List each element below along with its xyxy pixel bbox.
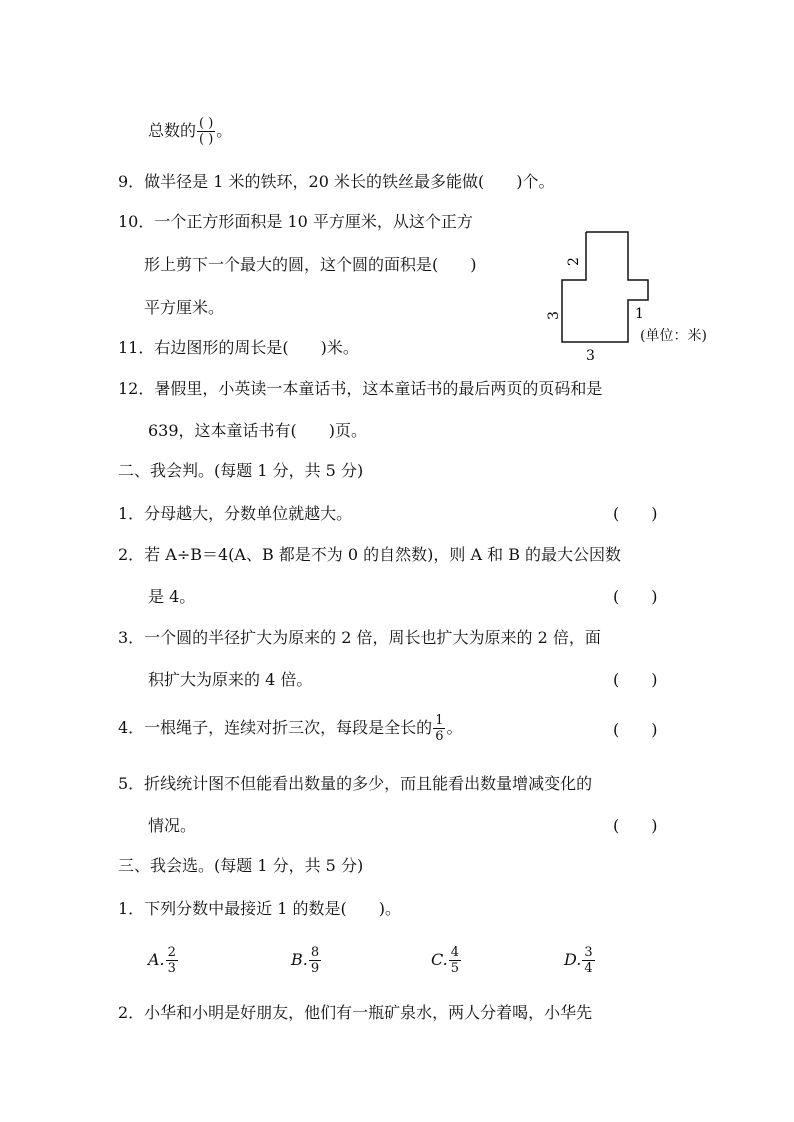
judge-item-4-fraction bbox=[433, 713, 445, 744]
judge-item-2-line-2: 是 4。 bbox=[148, 587, 196, 606]
choice-option-c-denominator: 5 bbox=[450, 961, 460, 976]
choice-option-a[interactable] bbox=[148, 945, 179, 976]
perimeter-figure-drawing bbox=[540, 222, 740, 372]
judge-item-4 bbox=[118, 713, 462, 744]
question-9: 9．做半径是 1 米的铁环，20 米长的铁丝最多能做( )个。 bbox=[118, 172, 555, 191]
choice-option-b-fraction bbox=[309, 945, 321, 976]
choice-option-a-fraction bbox=[166, 945, 178, 976]
figure-outline bbox=[562, 232, 648, 342]
choice-question-2: 2．小华和小明是好朋友，他们有一瓶矿泉水，两人分着喝，小华先 bbox=[118, 1003, 593, 1022]
choice-option-d-denominator: 4 bbox=[584, 961, 593, 976]
choice-option-b-denominator: 9 bbox=[310, 961, 320, 976]
judge-item-2-answer[interactable]: ( ) bbox=[613, 587, 658, 606]
figure-label-right: 1 bbox=[635, 306, 644, 322]
section-2-heading: 二、我会判。(每题 1 分，共 5 分) bbox=[118, 461, 364, 480]
q8-tail bbox=[148, 116, 232, 147]
choice-option-c-letter: C. bbox=[431, 950, 448, 969]
choice-option-d-fraction bbox=[582, 945, 594, 976]
question-12-line-1: 12．暑假里，小英读一本童话书，这本童话书的最后两页的页码和是 bbox=[118, 379, 603, 398]
q8-fraction-denominator: ( ) bbox=[199, 132, 214, 147]
choice-option-a-letter: A. bbox=[148, 950, 165, 969]
judge-item-3-line-1: 3．一个圆的半径扩大为原来的 2 倍，周长也扩大为原来的 2 倍，面 bbox=[118, 628, 601, 647]
q8-tail-end: 。 bbox=[216, 121, 233, 140]
q8-tail-text: 总数的 bbox=[148, 121, 197, 140]
figure-unit-label: (单位：米) bbox=[640, 328, 707, 344]
choice-option-b-letter: B. bbox=[291, 950, 308, 969]
figure-label-left: 3 bbox=[546, 311, 562, 320]
judge-item-5-line-2: 情况。 bbox=[148, 816, 197, 835]
section-3-heading: 三、我会选。(每题 1 分，共 5 分) bbox=[118, 856, 364, 875]
judge-item-1-answer[interactable]: ( ) bbox=[613, 504, 658, 523]
choice-option-c-fraction bbox=[449, 945, 461, 976]
judge-item-4-text: 4．一根绳子，连续对折三次，每段是全长的 bbox=[118, 718, 433, 737]
figure-label-top: 2 bbox=[566, 257, 582, 266]
judge-item-4-end: 。 bbox=[446, 718, 463, 737]
choice-option-b[interactable] bbox=[291, 945, 322, 976]
question-11: 11．右边图形的周长是( )米。 bbox=[118, 338, 359, 357]
judge-item-5-answer[interactable]: ( ) bbox=[613, 816, 658, 835]
perimeter-figure bbox=[540, 222, 740, 372]
judge-item-3-answer[interactable]: ( ) bbox=[613, 670, 658, 689]
choice-option-c[interactable] bbox=[431, 945, 462, 976]
choice-option-a-numerator: 2 bbox=[167, 945, 176, 960]
judge-item-4-fraction-numerator: 1 bbox=[435, 713, 444, 728]
choice-option-c-numerator: 4 bbox=[450, 945, 460, 960]
judge-item-4-fraction-denominator: 6 bbox=[435, 729, 444, 744]
q8-fraction bbox=[197, 116, 215, 147]
judge-item-1: 1．分母越大，分数单位就越大。 bbox=[118, 504, 353, 523]
choice-option-b-numerator: 8 bbox=[310, 945, 320, 960]
judge-item-3-line-2: 积扩大为原来的 4 倍。 bbox=[148, 670, 313, 689]
judge-item-2-line-1: 2．若 A÷B＝4(A、B 都是不为 0 的自然数)，则 A 和 B 的最大公因数 bbox=[118, 545, 622, 564]
question-12-line-2: 639，这本童话书有( )页。 bbox=[148, 421, 368, 440]
choice-option-d-numerator: 3 bbox=[584, 945, 593, 960]
choice-option-a-denominator: 3 bbox=[167, 961, 176, 976]
choice-question-1: 1．下列分数中最接近 1 的数是( )。 bbox=[118, 899, 402, 918]
choice-option-d[interactable] bbox=[564, 945, 596, 976]
choice-option-d-letter: D. bbox=[564, 950, 582, 969]
figure-label-bottom: 3 bbox=[586, 348, 595, 364]
q8-fraction-numerator: ( ) bbox=[199, 116, 214, 131]
judge-item-5-line-1: 5．折线统计图不但能看出数量的多少，而且能看出数量增减变化的 bbox=[118, 774, 593, 793]
question-10-line-2: 形上剪下一个最大的圆，这个圆的面积是( ) bbox=[144, 255, 477, 274]
question-10-line-1: 10．一个正方形面积是 10 平方厘米，从这个正方 bbox=[118, 212, 473, 231]
judge-item-4-answer[interactable]: ( ) bbox=[613, 720, 658, 739]
question-10-line-3: 平方厘米。 bbox=[144, 298, 225, 317]
